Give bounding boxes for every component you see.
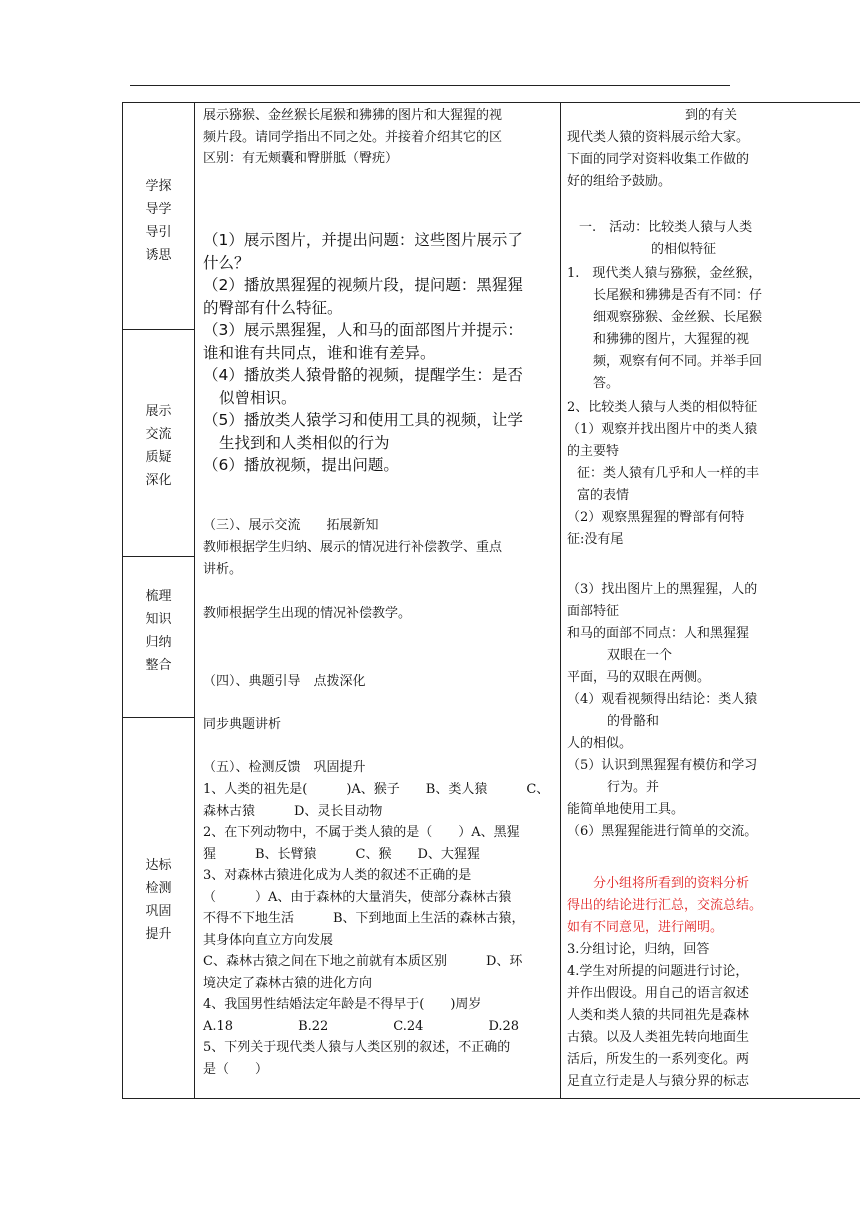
student-item-3: （3）找出图片上的黑猩猩，人的 面部特征 和马的面部不同点：人和黑猩猩 双眼在一个 平面，马的双眼在两侧。 （4）观看视频得出结论：类人猿 的骨骼和 人的相似。 （5）认识到黑猩猩有模仿和学习 行为。并 能简单地使用工具。 （6）黑猩猩能进行简单的交流。 — [567, 582, 758, 839]
section-label-1: 学探 导学 导引 诱思 — [123, 103, 195, 330]
section-label-2: 展示 交流 质疑 深化 — [123, 330, 195, 557]
teacher-intro: 展示猕猴、金丝猴长尾猴和狒狒的图片和大猩猩的视 频片段。请同学指出不同之处。并接着介绍其它的区 区别：有无颊囊和臀胼胝（臀疣） — [203, 108, 503, 166]
section-3-title: （三）、展示交流 拓展新知 — [203, 518, 379, 533]
student-item-2: 2、比较类人猿与人类的相似特征 （1）观察并找出图片中的类人猿 的主要特 征：类人猿有几乎和人一样的丰 富的表情 （2）观察黑猩猩的臀部有何特 征:没有尾 — [567, 400, 760, 547]
teacher-activity-cell — [195, 103, 561, 1099]
student-intro: 到的有关 现代类人猿的资料展示给大家。 下面的同学对资料收集工作做的 好的组给予鼓励。 — [567, 108, 750, 189]
activity-title: 一. 活动：比较类人猿与人类 的相似特征 — [579, 220, 753, 257]
header-rule — [130, 85, 730, 86]
quiz-questions: 1、人类的祖先是( )A、猴子 B、类人猿 C、 森林古猿 D、灵长目动物 2、在下列动物中，不属于类人猿的是（ ）A、黑猩 猩 B、长臂猿 C、猴 D、大猩猩 3、对森林古猿进化成为人类的叙述不正确的是 （ ）A、由于森林的大量消失，使部分森林古猿 不得不下地生活 B、下到地面上生活的森林古猿， 其身体向直立方向发展 C、森林古猿之间在下地之前就有本质区别 D、环 境决定了森林古猿的进化方向 4、我国男性结婚法定年龄是不得早于( )周岁 A.18 B.22 C.24 D.28 5、下列关于现代类人猿与人类区别的叙述，不正确的 是（ ） — [203, 782, 550, 1077]
section-5-title: （五）、检测反馈 巩固提升 — [203, 760, 366, 775]
section-3-note: 教师根据学生出现的情况补偿教学。 — [203, 606, 412, 621]
section-label-3: 梳理 知识 归纳 整合 — [123, 557, 195, 717]
section-3-text: 教师根据学生归纳、展示的情况进行补偿教学、重点 讲析。 — [203, 540, 503, 577]
section-4-title: （四）、典题引导 点拨深化 — [203, 674, 366, 689]
section-4-text: 同步典题讲析 — [203, 717, 282, 732]
student-item-1: 1. 现代类人猿与猕猴，金丝猴， 长尾猴和狒狒是否有不同：仔 细观察猕猴、金丝猴、长尾猴 和狒狒的图片，大猩猩的视 频，观察有何不同。并举手回 答。 — [567, 266, 763, 391]
student-activity-cell — [561, 103, 860, 1099]
lesson-table — [122, 102, 860, 1099]
group-summary-note: 分小组将所看到的资料分析 得出的结论进行汇总，交流总结。 如有不同意见，进行阐明。 — [567, 876, 763, 935]
student-conclusion: 3.分组讨论，归纳，回答 4.学生对所提的问题进行讨论， 并作出假设。用自己的语言叙述 人类和类人猿的共同祖先是森林 古猿。以及人类祖先转向地面生 活后，所发生的一系列变化。两 足直立行走是人与猿分界的标志 — [567, 942, 750, 1089]
section-label-4: 达标 检测 巩固 提升 — [123, 717, 195, 1098]
teacher-steps: （1）展示图片，并提出问题：这些图片展示了 什么？ （2）播放黑猩猩的视频片段，提问题：黑猩猩 的臀部有什么特征。 （3）展示黑猩猩，人和马的面部图片并提示： 谁和谁有共同点，谁和谁有差异。 （4）播放类人猿骨骼的视频，提醒学生：是否 似曾相识。 （5）播放类人猿学习和使用工具的视频，让学 生找到和人类相似的行为 （6）播放视频，提出问题。 — [203, 231, 523, 474]
